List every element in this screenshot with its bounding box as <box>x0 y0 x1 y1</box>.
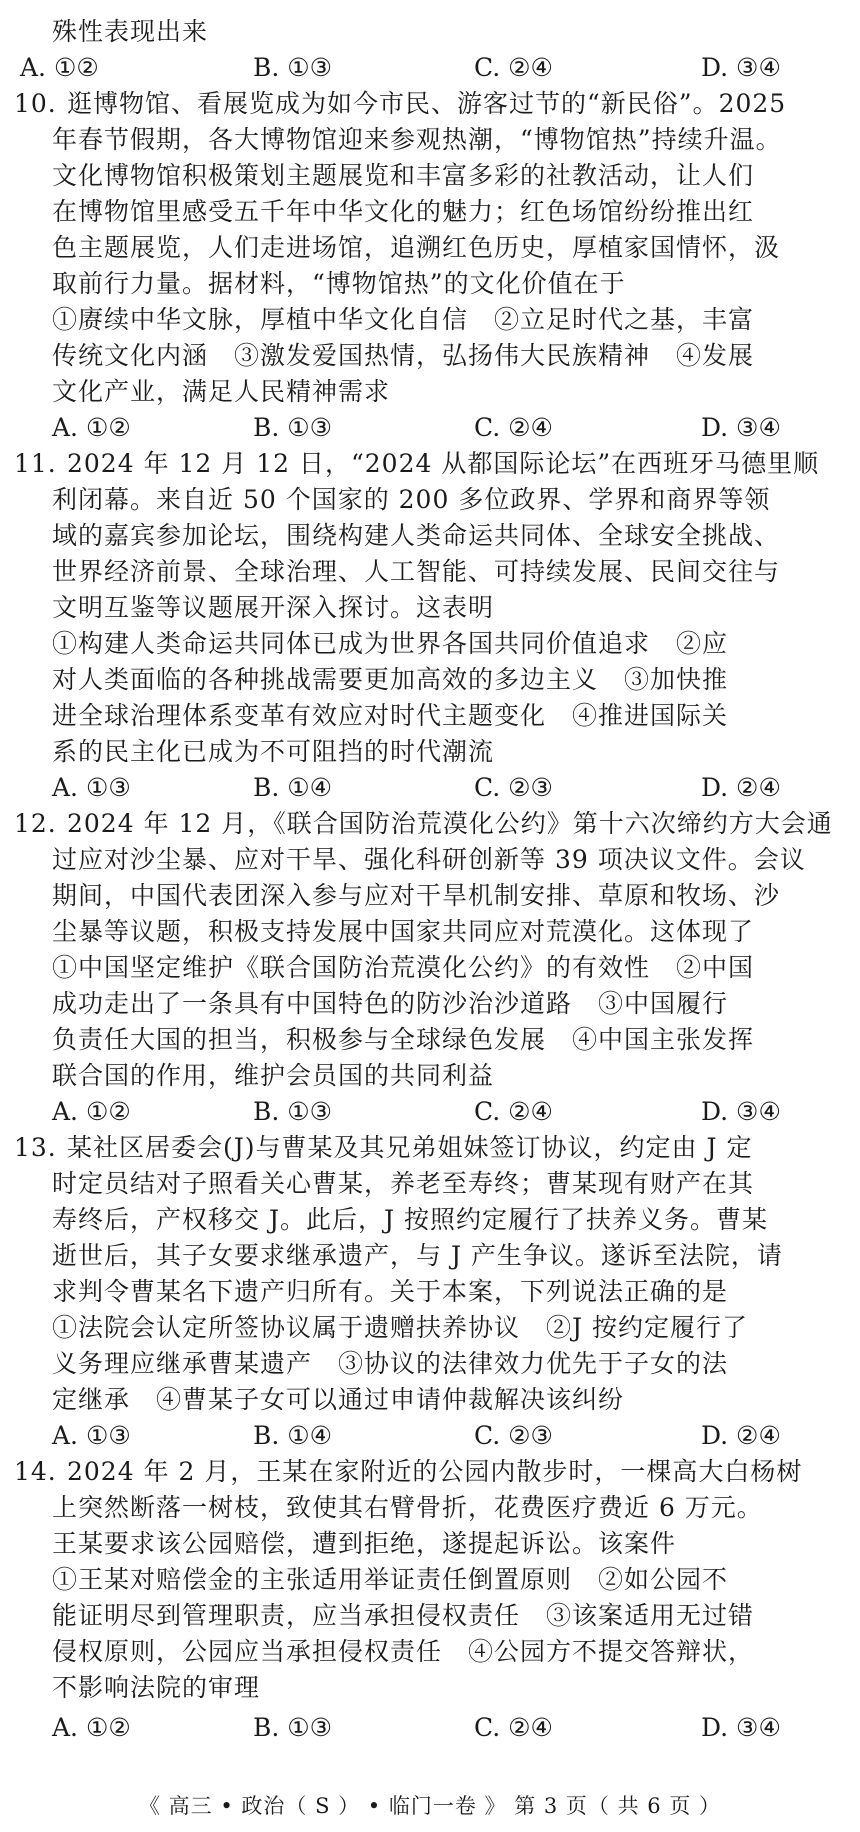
question-line: 文化博物馆积极策划主题展览和丰富多彩的社教活动，让人们 <box>52 161 755 190</box>
question-number: 12. <box>14 809 57 838</box>
question-line: 能证明尽到管理职责，应当承担侵权责任 ③该案适用无过错 <box>52 1601 755 1630</box>
option-c: C. ②④ <box>474 413 553 442</box>
question-line: 上突然断落一树枝，致使其右臂骨折，花费医疗费近 6 万元。 <box>52 1493 763 1522</box>
option-c: C. ②④ <box>474 1713 553 1742</box>
question-number: 14. <box>14 1457 57 1486</box>
page-footer: 《 高三 • 政治（ S ） • 临门一卷 》 第 3 页（ 共 6 页 ） <box>138 1794 721 1818</box>
question-line: 求判令曹某名下遗产归所有。关于本案，下列说法正确的是 <box>52 1277 729 1306</box>
option-a: A. ①② <box>52 1713 131 1742</box>
question-line: 文明互鉴等议题展开深入探讨。这表明 <box>52 593 495 622</box>
question-line: ①赓续中华文脉，厚植中华文化自信 ②立足时代之基，丰富 <box>52 305 755 334</box>
question-line: 传统文化内涵 ③激发爱国热情，弘扬伟大民族精神 ④发展 <box>52 341 755 370</box>
question-line: 成功走出了一条具有中国特色的防沙治沙道路 ③中国履行 <box>52 989 729 1018</box>
question-line: ①中国坚定维护《联合国防治荒漠化公约》的有效性 ②中国 <box>52 953 755 982</box>
option-a: A. ①② <box>20 53 99 82</box>
question-line: 侵权原则，公园应当承担侵权责任 ④公园方不提交答辩状， <box>52 1637 755 1666</box>
question-line: 年春节假期，各大博物馆迎来参观热潮，“博物馆热”持续升温。 <box>52 125 782 154</box>
question-line: 2024 年 12 月，《联合国防治荒漠化公约》第十六次缔约方大会通 <box>67 809 833 838</box>
question-line: 世界经济前景、全球治理、人工智能、可持续发展、民间交往与 <box>52 557 781 586</box>
question-line: 联合国的作用，维护会员国的共同利益 <box>52 1061 495 1090</box>
question-line: 对人类面临的各种挑战需要更加高效的多边主义 ③加快推 <box>52 665 729 694</box>
question-line: 过应对沙尘暴、应对干旱、强化科研创新等 39 项决议文件。会议 <box>52 845 806 874</box>
option-d: D. ③④ <box>701 1713 781 1742</box>
option-b: B. ①③ <box>253 1713 333 1742</box>
option-b: B. ①④ <box>253 773 333 802</box>
option-d: D. ③④ <box>701 413 781 442</box>
question-line: ①王某对赔偿金的主张适用举证责任倒置原则 ②如公园不 <box>52 1565 729 1594</box>
question-line: 域的嘉宾参加论坛，围绕构建人类命运共同体、全球安全挑战、 <box>52 521 781 550</box>
question-line: 2024 年 12 月 12 日，“2024 从都国际论坛”在西班牙马德里顺 <box>67 449 820 478</box>
option-a: A. ①③ <box>52 773 131 802</box>
question-line: 逝世后，其子女要求继承遗产，与 J 产生争议。遂诉至法院，请 <box>52 1241 783 1270</box>
question-number: 11. <box>14 449 57 478</box>
question-line: 负责任大国的担当，积极参与全球绿色发展 ④中国主张发挥 <box>52 1025 755 1054</box>
question-number: 10. <box>14 89 57 118</box>
question-line: 取前行力量。据材料，“博物馆热”的文化价值在于 <box>52 269 626 298</box>
option-a: A. ①③ <box>52 1421 131 1450</box>
option-a: A. ①② <box>52 1097 131 1126</box>
question-line: 寿终后，产权移交 J。此后，J 按照约定履行了扶养义务。曹某 <box>52 1205 768 1234</box>
question-line: 系的民主化已成为不可阻挡的时代潮流 <box>52 737 495 766</box>
question-line: ①法院会认定所签协议属于遗赠扶养协议 ②J 按约定履行了 <box>52 1313 748 1342</box>
question-line: 在博物馆里感受五千年中华文化的魅力；红色场馆纷纷推出红 <box>52 197 755 226</box>
question-line: 色主题展览，人们走进场馆，追溯红色历史，厚植家国情怀，汲 <box>52 233 781 262</box>
option-b: B. ①③ <box>253 413 333 442</box>
option-b: B. ①④ <box>253 1421 333 1450</box>
question-line: 义务理应继承曹某遗产 ③协议的法律效力优先于子女的法 <box>52 1349 729 1378</box>
question-line: 王某要求该公园赔偿，遭到拒绝，遂提起诉讼。该案件 <box>52 1529 677 1558</box>
question-line: 文化产业，满足人民精神需求 <box>52 377 391 406</box>
question-line: 时定员结对子照看关心曹某，养老至寿终；曹某现有财产在其 <box>52 1169 755 1198</box>
option-d: D. ③④ <box>701 53 781 82</box>
option-c: C. ②③ <box>474 1421 553 1450</box>
option-d: D. ③④ <box>701 1097 781 1126</box>
option-a: A. ①② <box>52 413 131 442</box>
option-b: B. ①③ <box>253 1097 333 1126</box>
question-line: 期间，中国代表团深入参与应对干旱机制安排、草原和牧场、沙 <box>52 881 781 910</box>
question-line: 2024 年 2 月，王某在家附近的公园内散步时，一棵高大白杨树 <box>67 1457 803 1486</box>
question-line: 尘暴等议题，积极支持发展中国家共同应对荒漠化。这体现了 <box>52 917 755 946</box>
question-line: 不影响法院的审理 <box>52 1673 261 1702</box>
question-line: 进全球治理体系变革有效应对时代主题变化 ④推进国际关 <box>52 701 729 730</box>
option-d: D. ②④ <box>701 773 781 802</box>
option-d: D. ②④ <box>701 1421 781 1450</box>
option-c: C. ②④ <box>474 53 553 82</box>
question-line: 某社区居委会(J)与曹某及其兄弟姐妹签订协议，约定由 J 定 <box>67 1133 753 1162</box>
option-b: B. ①③ <box>253 53 333 82</box>
question-line: 利闭幕。来自近 50 个国家的 200 多位政界、学界和商界等领 <box>52 485 771 514</box>
option-c: C. ②④ <box>474 1097 553 1126</box>
question-line: ①构建人类命运共同体已成为世界各国共同价值追求 ②应 <box>52 629 729 658</box>
question-line: 逛博物馆、看展览成为如今市民、游客过节的“新民俗”。2025 <box>67 89 787 118</box>
option-c: C. ②③ <box>474 773 553 802</box>
question-line: 定继承 ④曹某子女可以通过申请仲裁解决该纠纷 <box>52 1385 625 1414</box>
question-number: 13. <box>14 1133 57 1162</box>
continued-text: 殊性表现出来 <box>52 17 209 46</box>
